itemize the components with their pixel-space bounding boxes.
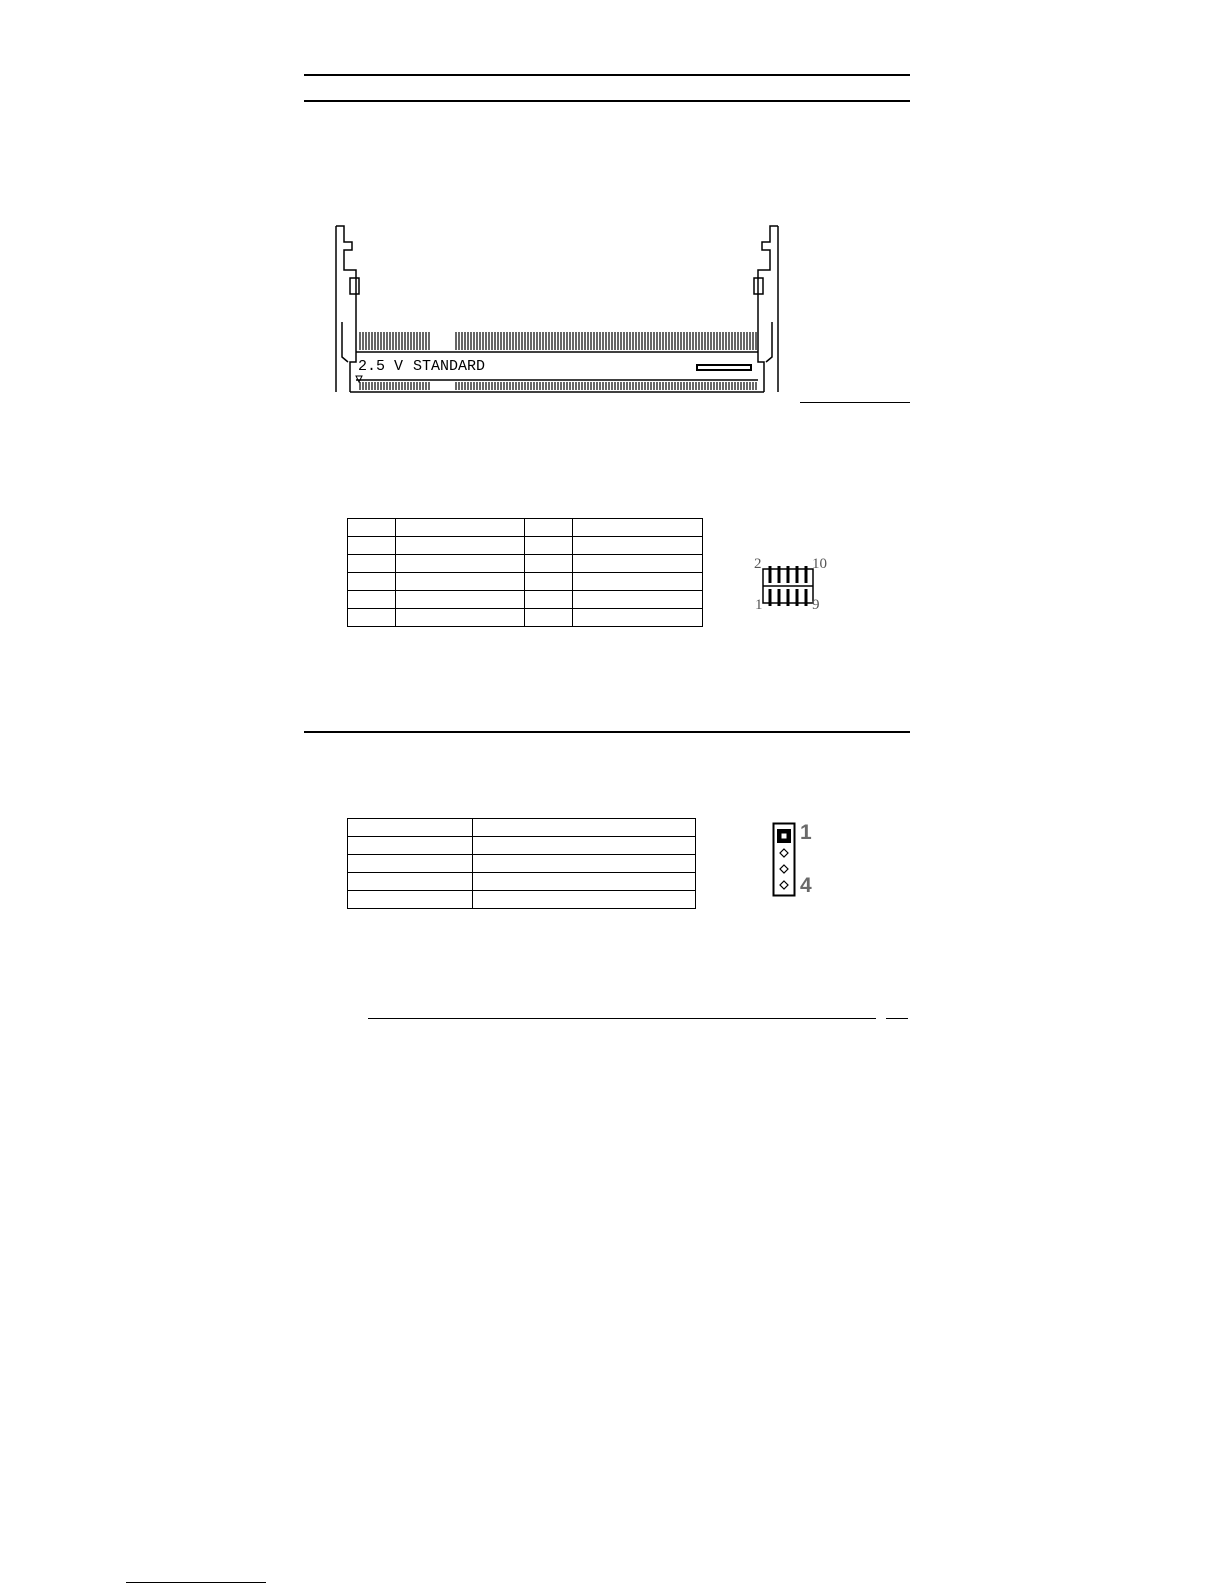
table-cell [472, 855, 695, 873]
table-row [348, 537, 703, 555]
pin-label-1: 1 [755, 597, 763, 613]
pin-label-last: 4 [800, 874, 812, 897]
pin-label-2: 2 [754, 556, 762, 572]
header-rule-top [304, 74, 910, 76]
table-row [348, 891, 696, 909]
table-cell [525, 591, 573, 609]
pin-label-first: 1 [800, 821, 812, 844]
table-cell [472, 873, 695, 891]
brand-logo [696, 364, 752, 371]
table-row [348, 819, 696, 837]
table-cell [348, 609, 396, 627]
table-cell [348, 855, 473, 873]
pin-assignment-table-4pin [347, 818, 696, 909]
table-cell [525, 609, 573, 627]
table-row [348, 837, 696, 855]
table-cell [472, 819, 695, 837]
footer-rule-short [886, 1018, 908, 1019]
table-row [348, 519, 703, 537]
table-cell [395, 591, 525, 609]
table-row [348, 873, 696, 891]
table-row [348, 573, 703, 591]
header-rule-bottom [304, 100, 910, 102]
table-cell [395, 573, 525, 591]
table-cell [348, 591, 396, 609]
section-rule [304, 731, 910, 733]
table-cell [573, 555, 703, 573]
table-cell [525, 555, 573, 573]
table-cell [348, 555, 396, 573]
table-cell [573, 573, 703, 591]
table-cell [348, 519, 396, 537]
table-cell [348, 837, 473, 855]
sodimm-pins-top [360, 332, 756, 350]
pin-label-9: 9 [812, 597, 820, 613]
sodimm-voltage-label: 2.5 V [358, 358, 404, 375]
table-cell [472, 891, 695, 909]
four-pin-header-icon [770, 820, 820, 900]
table-row [348, 855, 696, 873]
table-row [348, 609, 703, 627]
table-cell [573, 591, 703, 609]
table-cell [395, 555, 525, 573]
table-cell [395, 609, 525, 627]
table-cell [348, 819, 473, 837]
table-cell [573, 609, 703, 627]
sodimm-standard-label: STANDARD [413, 358, 486, 375]
ten-pin-header-icon [752, 556, 832, 616]
footer-rule-long [368, 1018, 876, 1019]
pin-label-10: 10 [812, 556, 827, 572]
table-row [348, 591, 703, 609]
table-cell [348, 873, 473, 891]
figure-rule-right [800, 402, 910, 403]
sodimm-pins-bottom [360, 382, 756, 390]
table-cell [573, 537, 703, 555]
table-cell [525, 537, 573, 555]
table-cell [573, 519, 703, 537]
bottom-edge-rule [126, 1582, 266, 1583]
table-cell [348, 573, 396, 591]
table-row [348, 555, 703, 573]
table-cell [348, 891, 473, 909]
pin-assignment-table-10pin [347, 518, 703, 627]
table-cell [525, 519, 573, 537]
table-cell [395, 519, 525, 537]
table-cell [472, 837, 695, 855]
table-cell [525, 573, 573, 591]
table-cell [348, 537, 396, 555]
table-cell [395, 537, 525, 555]
